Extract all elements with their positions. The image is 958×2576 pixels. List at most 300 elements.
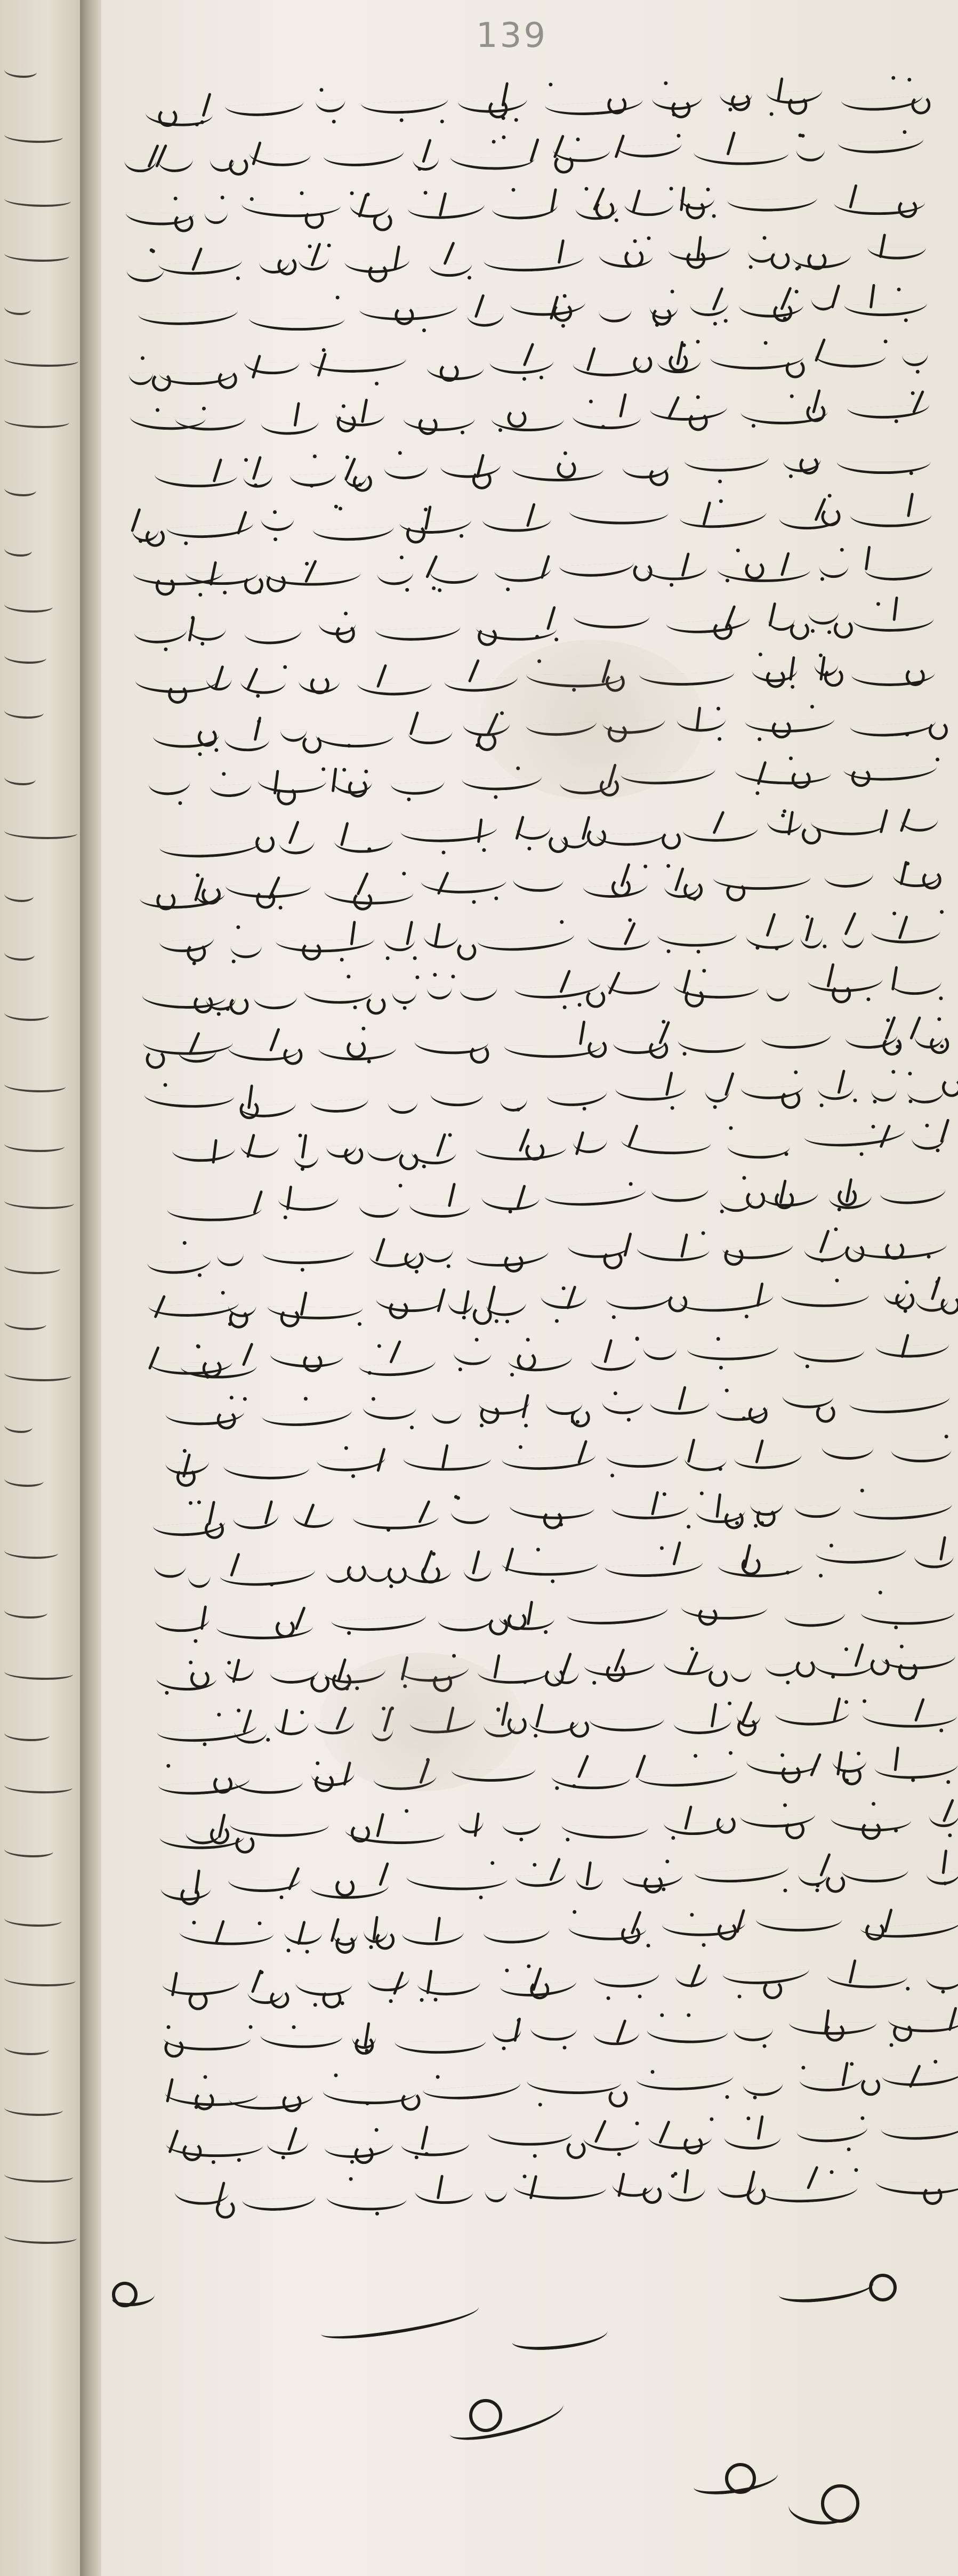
- ink-stroke: [612, 1506, 689, 1520]
- ink-stroke: [430, 571, 479, 584]
- ink-dot: [700, 1491, 704, 1495]
- folio-number: 139: [476, 16, 548, 55]
- ink-dot: [879, 1591, 882, 1595]
- ink-dot: [536, 1548, 540, 1551]
- ink-stroke: [172, 1148, 236, 1163]
- ink-stroke: [4, 1138, 65, 1152]
- ink-dot: [810, 629, 814, 633]
- ink-dot: [783, 809, 786, 813]
- ink-stroke: [312, 527, 394, 542]
- ink-dot: [725, 2095, 729, 2098]
- ink-stroke: [406, 1877, 508, 1891]
- ink-stroke: [4, 1078, 66, 1092]
- ink-stroke: [942, 1849, 948, 1874]
- ink-dot: [197, 1501, 201, 1504]
- ink-stroke: [336, 413, 356, 433]
- ink-dot: [820, 1259, 824, 1262]
- ink-stroke: [229, 156, 248, 176]
- ink-dot: [837, 1208, 841, 1212]
- ink-stroke: [929, 720, 948, 740]
- ink-stroke: [559, 562, 634, 578]
- ink-stroke: [134, 630, 187, 645]
- ink-dot: [713, 321, 717, 325]
- ink-stroke: [229, 1309, 248, 1329]
- ink-stroke: [188, 1575, 211, 1589]
- ink-dot: [305, 1950, 309, 1954]
- handwritten-ottoman-text: [123, 66, 958, 2258]
- ink-stroke: [347, 1563, 367, 1582]
- ink-dot: [673, 2172, 677, 2176]
- ink-dot: [872, 1125, 875, 1129]
- ink-dot: [795, 290, 799, 294]
- ink-stroke: [690, 303, 728, 316]
- ink-stroke: [792, 769, 811, 789]
- ink-dot: [853, 1098, 857, 1102]
- ink-stroke: [767, 821, 802, 833]
- ink-stroke: [597, 832, 666, 847]
- ink-dot: [498, 428, 502, 432]
- ink-dot: [702, 1943, 706, 1947]
- ink-dot: [183, 1241, 187, 1245]
- ink-stroke: [418, 416, 438, 436]
- ink-dot: [830, 2170, 834, 2174]
- ink-dot: [908, 78, 912, 82]
- ink-dot: [614, 1391, 617, 1395]
- ink-dot: [720, 1209, 724, 1213]
- ink-stroke: [882, 2071, 958, 2089]
- ink-dot: [192, 1921, 196, 1925]
- ink-stroke: [881, 2125, 958, 2142]
- signature-stroke: [446, 2393, 567, 2446]
- ink-dot: [560, 920, 563, 924]
- ink-stroke: [741, 1556, 761, 1575]
- ink-dot: [725, 1389, 729, 1392]
- ink-dot: [729, 1751, 732, 1754]
- ink-dot: [911, 391, 915, 395]
- ink-dot: [167, 1764, 171, 1768]
- ink-dot: [925, 1124, 929, 1128]
- ink-stroke: [516, 827, 551, 840]
- ink-stroke: [485, 2190, 507, 2202]
- ink-dot: [563, 452, 567, 455]
- ink-stroke: [819, 565, 849, 578]
- ink-dot: [909, 471, 913, 475]
- ink-dot: [589, 399, 593, 403]
- ink-stroke: [756, 1508, 776, 1527]
- ink-dot: [200, 120, 204, 124]
- ink-stroke: [621, 1141, 711, 1156]
- ink-dot: [894, 1829, 898, 1832]
- ink-dot: [916, 370, 920, 374]
- ink-stroke: [902, 353, 929, 367]
- ink-stroke: [810, 822, 884, 836]
- ink-dot: [784, 1888, 787, 1892]
- ink-stroke: [543, 1510, 563, 1530]
- ink-stroke: [277, 256, 297, 276]
- ink-stroke: [727, 131, 736, 156]
- ink-stroke: [875, 1344, 949, 1358]
- ink-stroke: [4, 599, 53, 613]
- ink-dot: [943, 1882, 947, 1886]
- ink-dot: [345, 456, 349, 460]
- ink-stroke: [880, 1189, 946, 1206]
- ink-stroke: [861, 1821, 881, 1840]
- ink-stroke: [262, 1411, 352, 1429]
- ink-stroke: [400, 828, 497, 844]
- ink-stroke: [245, 630, 303, 646]
- ink-dot: [670, 1106, 674, 1110]
- ink-dot: [555, 1319, 559, 1323]
- ink-dot: [424, 508, 428, 511]
- ink-stroke: [402, 1932, 464, 1946]
- ink-dot: [534, 1734, 537, 1737]
- ink-dot: [270, 1583, 273, 1587]
- ink-stroke: [480, 1405, 500, 1424]
- ink-dot: [820, 577, 824, 581]
- ink-dot: [279, 906, 283, 909]
- ink-dot: [755, 946, 759, 949]
- ink-dot: [257, 590, 261, 593]
- ink-stroke: [766, 989, 790, 1002]
- ink-stroke: [176, 1468, 196, 1487]
- ink-stroke: [586, 989, 606, 1009]
- ink-stroke: [4, 1316, 46, 1330]
- ink-stroke: [484, 1929, 550, 1945]
- ink-stroke: [166, 2144, 263, 2158]
- ink-stroke: [131, 508, 141, 532]
- ink-dot: [223, 591, 227, 594]
- ink-dot: [377, 1344, 381, 1348]
- signature-stroke: [777, 2272, 875, 2305]
- ink-dot: [320, 88, 324, 92]
- ink-stroke: [766, 1663, 800, 1677]
- ink-dot: [527, 1965, 530, 1968]
- ink-dot: [945, 1435, 948, 1438]
- ink-stroke: [807, 2166, 819, 2189]
- ink-dot: [866, 997, 870, 1001]
- ink-dot: [460, 431, 464, 434]
- ink-stroke: [666, 618, 751, 636]
- ink-stroke: [816, 1404, 835, 1423]
- ink-dot: [214, 748, 218, 752]
- ink-stroke: [361, 99, 449, 116]
- ink-stroke: [926, 1978, 958, 1990]
- ink-dot: [781, 814, 785, 817]
- ink-stroke: [834, 619, 854, 639]
- ink-dot: [221, 196, 224, 199]
- ink-dot: [890, 2043, 893, 2047]
- ink-stroke: [868, 247, 927, 260]
- ink-dot: [341, 2001, 344, 2005]
- ink-dot: [582, 1107, 586, 1110]
- ink-stroke: [138, 311, 238, 327]
- ink-stroke: [782, 1294, 870, 1307]
- ink-stroke: [376, 1299, 442, 1313]
- ink-dot: [863, 1700, 866, 1703]
- ink-stroke: [478, 626, 497, 646]
- ink-stroke: [657, 933, 737, 947]
- ink-stroke: [912, 1137, 945, 1150]
- ink-dot: [351, 1475, 355, 1478]
- ink-dot: [665, 1859, 669, 1863]
- ink-dot: [200, 642, 204, 646]
- ink-stroke: [4, 1844, 53, 1857]
- ink-stroke: [217, 1253, 244, 1267]
- ink-stroke: [573, 364, 642, 376]
- ink-stroke: [204, 211, 228, 224]
- ink-stroke: [421, 881, 506, 894]
- ink-stroke: [326, 2197, 407, 2212]
- ink-stroke: [898, 1661, 918, 1681]
- ink-stroke: [4, 248, 69, 262]
- ink-dot: [322, 768, 326, 771]
- ink-dot: [556, 1786, 559, 1790]
- ink-stroke: [256, 889, 276, 909]
- ink-stroke: [304, 991, 372, 1004]
- ink-stroke: [210, 784, 252, 798]
- ink-stroke: [891, 981, 941, 996]
- ink-stroke: [591, 1357, 637, 1372]
- ink-stroke: [348, 778, 367, 798]
- ink-dot: [893, 912, 897, 915]
- ink-dot: [664, 82, 668, 85]
- ink-dot: [891, 1070, 895, 1074]
- ink-stroke: [384, 466, 429, 480]
- ink-dot: [610, 1474, 614, 1477]
- ink-stroke: [242, 2197, 316, 2213]
- ink-dot: [906, 862, 909, 865]
- ink-stroke: [602, 1402, 643, 1414]
- ink-stroke: [438, 1618, 493, 1633]
- ink-stroke: [643, 1874, 663, 1894]
- ink-stroke: [566, 2140, 586, 2160]
- ink-stroke: [310, 1099, 369, 1114]
- ink-dot: [367, 1371, 371, 1375]
- ink-dot: [904, 319, 908, 323]
- ink-dot: [690, 1913, 694, 1917]
- ink-stroke: [284, 1045, 303, 1065]
- ink-dot: [939, 1728, 943, 1732]
- ink-dot: [561, 324, 565, 327]
- ink-stroke: [457, 941, 477, 961]
- ink-stroke: [737, 1717, 756, 1736]
- ink-dot: [635, 2122, 639, 2126]
- ink-dot: [744, 1315, 748, 1318]
- ink-stroke: [377, 571, 414, 585]
- ink-dot: [643, 865, 647, 868]
- ink-dot: [742, 1176, 746, 1180]
- ink-stroke: [845, 1243, 865, 1262]
- ink-stroke: [849, 1397, 951, 1416]
- ink-stroke: [187, 943, 206, 962]
- ink-dot: [243, 1397, 247, 1401]
- ink-dot: [456, 1496, 460, 1500]
- ink-stroke: [798, 1873, 827, 1886]
- ink-dot: [687, 1525, 690, 1528]
- signature-stroke: [112, 2282, 138, 2307]
- ink-dot: [936, 1148, 940, 1152]
- ink-stroke: [790, 621, 810, 640]
- ink-stroke: [352, 1517, 438, 1530]
- ink-stroke: [302, 941, 321, 961]
- ink-stroke: [4, 825, 77, 839]
- ink-stroke: [836, 462, 930, 474]
- ink-stroke: [911, 95, 931, 115]
- ink-dot: [226, 1007, 229, 1011]
- ink-stroke: [477, 935, 575, 954]
- ink-dot: [266, 1737, 270, 1741]
- ink-dot: [188, 1501, 192, 1505]
- ink-dot: [758, 737, 761, 741]
- ink-stroke: [389, 1300, 408, 1320]
- ink-stroke: [373, 212, 392, 231]
- ink-dot: [850, 2062, 854, 2066]
- ink-stroke: [4, 1367, 71, 1381]
- ink-dot: [212, 2160, 215, 2164]
- ink-dot: [244, 458, 248, 462]
- ink-stroke: [4, 1973, 76, 1986]
- ink-dot: [248, 2025, 252, 2029]
- ink-dot: [670, 583, 673, 587]
- ink-stroke: [4, 2102, 63, 2116]
- ink-stroke: [735, 770, 831, 785]
- ink-dot: [422, 1165, 425, 1169]
- ink-stroke: [871, 931, 940, 944]
- ink-dot: [273, 510, 277, 514]
- ink-stroke: [229, 995, 249, 1015]
- ink-stroke: [230, 1553, 240, 1577]
- ink-stroke: [4, 1195, 74, 1209]
- ink-stroke: [502, 1821, 541, 1836]
- ink-dot: [332, 119, 336, 123]
- ink-dot: [936, 758, 939, 761]
- ink-stroke: [816, 1549, 907, 1566]
- ink-dot: [514, 118, 518, 122]
- ink-dot: [562, 1286, 566, 1290]
- ink-stroke: [448, 1302, 473, 1315]
- ink-stroke: [158, 1779, 251, 1798]
- ink-stroke: [800, 936, 823, 948]
- ink-stroke: [891, 1450, 952, 1463]
- ink-stroke: [668, 1293, 688, 1313]
- ink-stroke: [740, 1814, 816, 1828]
- ink-stroke: [698, 1606, 718, 1626]
- ink-dot: [896, 1045, 899, 1049]
- ink-stroke: [898, 199, 917, 219]
- ink-dot: [217, 1713, 221, 1717]
- ink-stroke: [202, 93, 211, 117]
- ink-dot: [719, 1467, 722, 1471]
- ink-stroke: [336, 624, 356, 643]
- ink-stroke: [482, 519, 551, 532]
- ink-stroke: [179, 1932, 273, 1946]
- ink-stroke: [797, 2128, 869, 2145]
- ink-stroke: [197, 728, 217, 747]
- ink-dot: [358, 1322, 361, 1326]
- ink-dot: [505, 1319, 509, 1323]
- ink-stroke: [225, 101, 305, 118]
- ink-stroke: [365, 1569, 389, 1582]
- ink-dot: [494, 795, 498, 799]
- ink-stroke: [799, 2078, 863, 2092]
- ink-stroke: [619, 393, 627, 417]
- ink-stroke: [4, 2169, 73, 2183]
- ink-dot: [823, 944, 826, 948]
- ink-dot: [628, 918, 632, 922]
- ink-dot: [790, 395, 793, 398]
- ink-dot: [827, 631, 831, 634]
- ink-stroke: [850, 721, 937, 738]
- ink-stroke: [344, 1145, 364, 1165]
- ink-stroke: [504, 1045, 601, 1058]
- ink-stroke: [914, 1556, 954, 1569]
- ink-dot: [562, 294, 566, 298]
- ink-stroke: [460, 987, 498, 1002]
- ink-stroke: [746, 936, 794, 950]
- ink-dot: [607, 1996, 610, 2000]
- ink-stroke: [821, 507, 841, 527]
- ink-stroke: [188, 628, 226, 641]
- ink-dot: [729, 1126, 732, 1130]
- ink-dot: [422, 328, 426, 332]
- ink-dot: [389, 1584, 393, 1588]
- ink-stroke: [853, 1504, 953, 1522]
- ink-dot: [840, 548, 844, 551]
- ink-dot: [891, 76, 895, 80]
- ink-stroke: [4, 1666, 73, 1680]
- ink-dot: [312, 455, 316, 458]
- ink-dot: [563, 2046, 567, 2049]
- ink-stroke: [140, 893, 226, 911]
- ink-dot: [872, 1802, 875, 1806]
- ink-stroke: [745, 1189, 765, 1209]
- ink-dot: [301, 1268, 304, 1271]
- ink-stroke: [500, 1099, 528, 1113]
- ink-dot: [847, 2148, 851, 2152]
- ink-stroke: [481, 1197, 540, 1211]
- ink-stroke: [403, 418, 474, 431]
- ink-stroke: [841, 1870, 908, 1882]
- ink-dot: [798, 133, 802, 137]
- ink-dot: [517, 1108, 520, 1112]
- ink-dot: [716, 706, 720, 710]
- ink-stroke: [316, 735, 393, 747]
- ink-stroke: [366, 995, 386, 1015]
- ink-stroke: [781, 1764, 801, 1784]
- ink-stroke: [870, 1656, 890, 1676]
- ink-stroke: [804, 1130, 906, 1149]
- ink-dot: [424, 191, 428, 195]
- ink-stroke: [443, 241, 455, 265]
- ink-dot: [948, 1833, 952, 1837]
- ink-stroke: [820, 1853, 832, 1877]
- ink-stroke: [841, 935, 865, 949]
- ink-dot: [861, 2116, 865, 2120]
- ink-stroke: [324, 151, 405, 168]
- ink-stroke: [766, 913, 776, 937]
- ink-dot: [829, 1544, 833, 1548]
- ink-dot: [758, 653, 762, 656]
- ink-dot: [819, 1574, 823, 1577]
- ink-stroke: [633, 353, 653, 373]
- ink-dot: [753, 2096, 756, 2099]
- ink-stroke: [930, 1276, 940, 1300]
- ink-dot: [198, 752, 202, 756]
- ink-stroke: [470, 1044, 489, 1064]
- ink-stroke: [243, 474, 273, 489]
- ink-stroke: [683, 2135, 703, 2155]
- ink-dot: [522, 2175, 526, 2178]
